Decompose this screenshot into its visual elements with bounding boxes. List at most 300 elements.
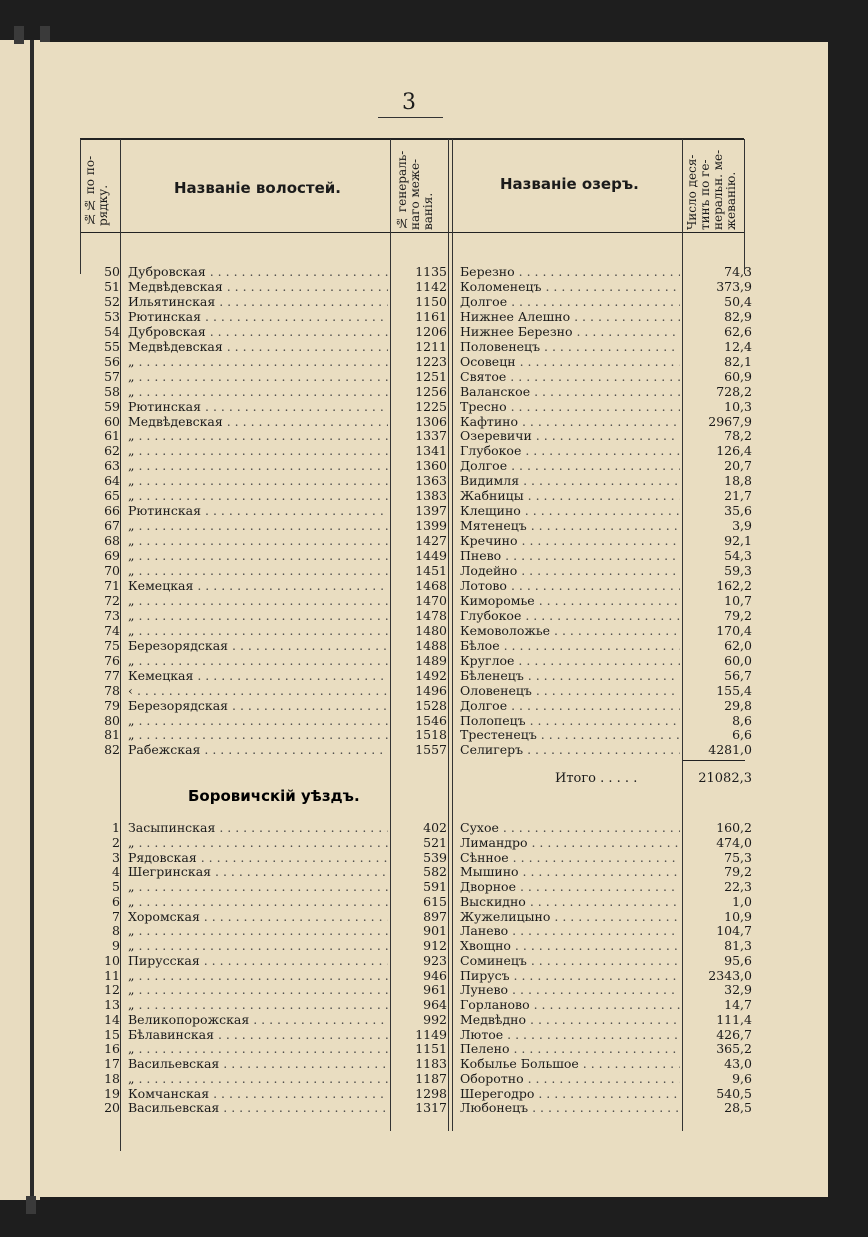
table-row bbox=[40, 742, 828, 757]
lake-name: Бѣленецъ . . . bbox=[460, 668, 680, 683]
lake-name: Трестенецъ . . . bbox=[460, 727, 680, 742]
table-row bbox=[40, 997, 828, 1012]
lake-name: Лютое . . . bbox=[460, 1027, 680, 1042]
lake-name: Кречино . . . bbox=[460, 533, 680, 548]
survey-number: 1383 bbox=[415, 488, 447, 504]
table-row bbox=[40, 428, 828, 443]
lake-name: Выскидно . . . bbox=[460, 894, 680, 909]
volost-name: „ . . . bbox=[128, 428, 388, 443]
area-value: 373,9 bbox=[716, 278, 752, 294]
lake-name: Тресно . . . bbox=[460, 399, 680, 414]
table-row bbox=[40, 473, 828, 488]
area-value: 14,7 bbox=[724, 997, 752, 1012]
row-number: 61 bbox=[104, 428, 120, 444]
row-number: 3 bbox=[112, 849, 120, 865]
area-value: 9,6 bbox=[732, 1070, 752, 1086]
volost-name: Засыпинская . . . bbox=[128, 820, 388, 835]
lake-name: Коломенецъ . . . bbox=[460, 279, 680, 294]
survey-number: 1317 bbox=[415, 1100, 447, 1116]
survey-number: 1211 bbox=[415, 338, 447, 354]
table-row bbox=[40, 1056, 828, 1071]
table-row bbox=[40, 309, 828, 324]
volost-name: „ . . . bbox=[128, 713, 388, 728]
row-number: 19 bbox=[104, 1085, 120, 1101]
lake-name: Кемоволожье . . . bbox=[460, 623, 680, 638]
row-number: 69 bbox=[104, 548, 120, 564]
survey-number: 1251 bbox=[415, 368, 447, 384]
table-row bbox=[40, 443, 828, 458]
table-row bbox=[40, 820, 828, 835]
volost-name: Бѣлавинская . . . bbox=[128, 1027, 388, 1042]
row-number: 6 bbox=[112, 893, 120, 909]
table-row bbox=[40, 593, 828, 608]
volost-name: „ . . . bbox=[128, 533, 388, 548]
survey-number: 1183 bbox=[415, 1056, 447, 1071]
row-number: 9 bbox=[112, 938, 120, 953]
volost-name: Ильятинская . . . bbox=[128, 294, 388, 309]
table-row bbox=[40, 653, 828, 668]
lake-name: Долгое . . . bbox=[460, 698, 680, 713]
volost-name: „ . . . bbox=[128, 518, 388, 533]
table-row bbox=[40, 279, 828, 294]
lake-name: Круглое . . . bbox=[460, 653, 680, 668]
survey-number: 1557 bbox=[415, 742, 447, 758]
row-number: 18 bbox=[104, 1070, 120, 1086]
row-number: 2 bbox=[112, 834, 120, 850]
area-value: 95,6 bbox=[724, 952, 752, 968]
table-row bbox=[40, 458, 828, 473]
volost-name: „ . . . bbox=[128, 982, 388, 997]
row-number: 68 bbox=[104, 533, 120, 549]
volost-name: „ . . . bbox=[128, 894, 388, 909]
volost-name: „ . . . bbox=[128, 835, 388, 850]
table-row bbox=[40, 938, 828, 953]
survey-number: 1451 bbox=[415, 563, 447, 578]
survey-number: 1496 bbox=[415, 682, 447, 698]
lake-name: Глубокое . . . bbox=[460, 608, 680, 623]
table-row bbox=[40, 638, 828, 653]
volost-name: Дубровская . . . bbox=[128, 324, 388, 339]
area-value: 426,7 bbox=[716, 1026, 752, 1042]
survey-number: 539 bbox=[423, 849, 447, 865]
lake-name: Сѣнное . . . bbox=[460, 850, 680, 865]
area-value: 8,6 bbox=[732, 712, 752, 728]
row-number: 52 bbox=[104, 293, 120, 309]
survey-number: 1225 bbox=[415, 398, 447, 414]
volost-name: ‹ . . . bbox=[128, 683, 388, 698]
table-row bbox=[40, 1027, 828, 1042]
volost-name: Медвѣдевская . . . bbox=[128, 279, 388, 294]
table-row bbox=[40, 369, 828, 384]
volost-name: Васильевская . . . bbox=[128, 1056, 388, 1071]
volost-name: „ . . . bbox=[128, 879, 388, 894]
volost-name: „ . . . bbox=[128, 369, 388, 384]
lake-name: Осовецн . . . bbox=[460, 354, 680, 369]
table-row bbox=[40, 668, 828, 683]
volost-name: Рютинская . . . bbox=[128, 399, 388, 414]
header-lake: Названіе озеръ. bbox=[500, 175, 639, 193]
area-value: 75,3 bbox=[724, 849, 752, 865]
lake-name: Глубокое . . . bbox=[460, 443, 680, 458]
survey-number: 1488 bbox=[415, 637, 447, 653]
survey-number: 1187 bbox=[415, 1070, 447, 1086]
survey-number: 615 bbox=[423, 893, 447, 909]
table-row bbox=[40, 850, 828, 865]
lake-name: Дворное . . . bbox=[460, 879, 680, 894]
lake-name: Пнево . . . bbox=[460, 548, 680, 563]
row-number: 53 bbox=[104, 308, 120, 324]
row-number: 56 bbox=[104, 353, 120, 369]
survey-number: 1492 bbox=[415, 667, 447, 683]
survey-number: 1489 bbox=[415, 652, 447, 668]
lake-name: Бѣлое . . . bbox=[460, 638, 680, 653]
lake-name: Долгое . . . bbox=[460, 294, 680, 309]
table-row bbox=[40, 623, 828, 638]
lake-name: Медвѣдно . . . bbox=[460, 1012, 680, 1027]
survey-number: 1341 bbox=[415, 443, 447, 459]
table-row bbox=[40, 264, 828, 279]
survey-number: 1149 bbox=[415, 1026, 447, 1042]
lake-name: Жабницы . . . bbox=[460, 488, 680, 503]
row-number: 16 bbox=[104, 1041, 120, 1057]
area-value: 54,3 bbox=[724, 548, 752, 564]
area-value: 50,4 bbox=[724, 293, 752, 309]
lake-name: Кобылье Большое . . . bbox=[460, 1056, 680, 1071]
table-row bbox=[40, 683, 828, 698]
table-row bbox=[40, 953, 828, 968]
volost-name: „ . . . bbox=[128, 653, 388, 668]
lake-name: Киморомье . . . bbox=[460, 593, 680, 608]
lake-name: Пирусъ . . . bbox=[460, 968, 680, 983]
lake-name: Клещино . . . bbox=[460, 503, 680, 518]
row-number: 8 bbox=[112, 923, 120, 939]
area-value: 79,2 bbox=[724, 864, 752, 880]
row-number: 17 bbox=[104, 1056, 120, 1071]
lake-name: Хвощно . . . bbox=[460, 938, 680, 953]
table-row bbox=[40, 503, 828, 518]
row-number: 78 bbox=[104, 682, 120, 698]
header-volost: Названіе волостей. bbox=[174, 179, 341, 197]
volost-name: Дубровская . . . bbox=[128, 264, 388, 279]
row-number: 67 bbox=[104, 518, 120, 534]
row-number: 57 bbox=[104, 368, 120, 384]
area-value: 21,7 bbox=[724, 488, 752, 504]
volost-name: „ . . . bbox=[128, 563, 388, 578]
area-value: 82,1 bbox=[724, 353, 752, 369]
area-value: 60,0 bbox=[724, 652, 752, 668]
survey-number: 964 bbox=[423, 997, 447, 1012]
table-row bbox=[40, 968, 828, 983]
area-value: 81,3 bbox=[724, 938, 752, 953]
lake-name: Оловенецъ . . . bbox=[460, 683, 680, 698]
area-value: 60,9 bbox=[724, 368, 752, 384]
area-value: 170,4 bbox=[716, 622, 752, 638]
row-number: 82 bbox=[104, 742, 120, 758]
survey-number: 1150 bbox=[415, 293, 447, 309]
lake-name: Жужелицыно . . . bbox=[460, 909, 680, 924]
row-number: 79 bbox=[104, 697, 120, 713]
area-value: 155,4 bbox=[716, 682, 752, 698]
volost-name: „ . . . bbox=[128, 458, 388, 473]
lake-name: Оборотно . . . bbox=[460, 1071, 680, 1086]
area-value: 32,9 bbox=[724, 982, 752, 998]
row-number: 1 bbox=[112, 820, 120, 835]
table-row bbox=[40, 713, 828, 728]
row-number: 11 bbox=[104, 967, 120, 983]
volost-name: „ . . . bbox=[128, 354, 388, 369]
row-number: 5 bbox=[112, 879, 120, 894]
area-value: 10,7 bbox=[724, 592, 752, 608]
volost-name: Медвѣдевская . . . bbox=[128, 414, 388, 429]
survey-number: 1546 bbox=[415, 712, 447, 728]
lake-name: Видимля . . . bbox=[460, 473, 680, 488]
area-value: 6,6 bbox=[732, 727, 752, 743]
row-number: 77 bbox=[104, 667, 120, 683]
facing-page-edge bbox=[0, 40, 40, 1200]
row-number: 7 bbox=[112, 908, 120, 924]
volost-name: Великопорожская . . . bbox=[128, 1012, 388, 1027]
survey-number: 961 bbox=[423, 982, 447, 998]
volost-name: Хоромская . . . bbox=[128, 909, 388, 924]
table-row bbox=[40, 835, 828, 850]
volost-name: „ . . . bbox=[128, 938, 388, 953]
lake-name: Мышино . . . bbox=[460, 864, 680, 879]
row-number: 73 bbox=[104, 607, 120, 623]
volost-name: Комчанская . . . bbox=[128, 1086, 388, 1101]
area-value: 56,7 bbox=[724, 667, 752, 683]
total-label: Итого . . . . . bbox=[555, 771, 638, 786]
area-value: 29,8 bbox=[724, 697, 752, 713]
lake-name: Озеревичи . . . bbox=[460, 428, 680, 443]
lake-name: Кафтино . . . bbox=[460, 414, 680, 429]
volost-name: „ . . . bbox=[128, 968, 388, 983]
lake-name: Святое . . . bbox=[460, 369, 680, 384]
row-number: 4 bbox=[112, 864, 120, 880]
area-value: 10,3 bbox=[724, 398, 752, 414]
table-row bbox=[40, 1041, 828, 1056]
volost-name: „ . . . bbox=[128, 593, 388, 608]
survey-number: 582 bbox=[423, 864, 447, 880]
volost-name: Рютинская . . . bbox=[128, 309, 388, 324]
area-value: 43,0 bbox=[724, 1056, 752, 1071]
volost-name: „ . . . bbox=[128, 608, 388, 623]
row-number: 62 bbox=[104, 443, 120, 459]
row-number: 15 bbox=[104, 1026, 120, 1042]
area-value: 2967,9 bbox=[708, 413, 752, 429]
area-value: 126,4 bbox=[716, 443, 752, 459]
header-area: Число деся-тинъ по ге-неральн. ме-жеванію. bbox=[685, 149, 738, 230]
area-value: 540,5 bbox=[716, 1085, 752, 1101]
survey-number: 1427 bbox=[415, 533, 447, 549]
row-number: 72 bbox=[104, 592, 120, 608]
survey-number: 1478 bbox=[415, 607, 447, 623]
area-value: 1,0 bbox=[732, 893, 752, 909]
volost-name: Березорядская . . . bbox=[128, 698, 388, 713]
survey-number: 1142 bbox=[415, 278, 447, 294]
row-number: 58 bbox=[104, 383, 120, 399]
volost-name: „ . . . bbox=[128, 548, 388, 563]
volost-name: Пирусская . . . bbox=[128, 953, 388, 968]
volost-name: „ . . . bbox=[128, 443, 388, 458]
binding-clip bbox=[26, 1196, 36, 1214]
lake-name: Горланово . . . bbox=[460, 997, 680, 1012]
survey-number: 1468 bbox=[415, 577, 447, 593]
survey-number: 1397 bbox=[415, 503, 447, 519]
table-row bbox=[40, 578, 828, 593]
table-row bbox=[40, 1100, 828, 1115]
row-number: 50 bbox=[104, 264, 120, 279]
table-row bbox=[40, 1012, 828, 1027]
table-row bbox=[40, 894, 828, 909]
survey-number: 912 bbox=[423, 938, 447, 953]
volost-name: „ . . . bbox=[128, 384, 388, 399]
lake-name: Соминецъ . . . bbox=[460, 953, 680, 968]
area-value: 92,1 bbox=[724, 533, 752, 549]
lake-name: Сухое . . . bbox=[460, 820, 680, 835]
area-value: 18,8 bbox=[724, 473, 752, 489]
area-value: 79,2 bbox=[724, 607, 752, 623]
survey-number: 591 bbox=[423, 879, 447, 894]
table-row bbox=[40, 533, 828, 548]
binding-clip bbox=[14, 26, 24, 44]
lake-name: Любонецъ . . . bbox=[460, 1100, 680, 1115]
area-value: 62,0 bbox=[724, 637, 752, 653]
table-row bbox=[40, 727, 828, 742]
lake-name: Лунево . . . bbox=[460, 982, 680, 997]
table-row bbox=[40, 982, 828, 997]
survey-number: 901 bbox=[423, 923, 447, 939]
volost-name: „ . . . bbox=[128, 923, 388, 938]
lake-name: Шерегодро . . . bbox=[460, 1086, 680, 1101]
volost-name: „ . . . bbox=[128, 488, 388, 503]
row-number: 65 bbox=[104, 488, 120, 504]
table-row bbox=[40, 1071, 828, 1086]
survey-number: 1449 bbox=[415, 548, 447, 564]
survey-number: 1480 bbox=[415, 622, 447, 638]
lake-name: Лимандро . . . bbox=[460, 835, 680, 850]
table-row bbox=[40, 879, 828, 894]
lake-name: Нижнее Березно . . . bbox=[460, 324, 680, 339]
table-row bbox=[40, 324, 828, 339]
volost-name: Шегринская . . . bbox=[128, 864, 388, 879]
volost-name: „ . . . bbox=[128, 1041, 388, 1056]
area-value: 162,2 bbox=[716, 577, 752, 593]
table-row bbox=[40, 923, 828, 938]
area-value: 10,9 bbox=[724, 908, 752, 924]
table-row bbox=[40, 414, 828, 429]
volost-name: „ . . . bbox=[128, 727, 388, 742]
lake-name: Лотово . . . bbox=[460, 578, 680, 593]
lake-name: Пелено . . . bbox=[460, 1041, 680, 1056]
lake-name: Ланево . . . bbox=[460, 923, 680, 938]
table-row bbox=[40, 294, 828, 309]
survey-number: 1528 bbox=[415, 697, 447, 713]
survey-number: 1337 bbox=[415, 428, 447, 444]
area-value: 59,3 bbox=[724, 563, 752, 578]
row-number: 20 bbox=[104, 1100, 120, 1116]
area-value: 28,5 bbox=[724, 1100, 752, 1116]
volost-name: Кемецкая . . . bbox=[128, 668, 388, 683]
row-number: 70 bbox=[104, 563, 120, 578]
table-row bbox=[40, 1086, 828, 1101]
area-value: 365,2 bbox=[716, 1041, 752, 1057]
volost-name: „ . . . bbox=[128, 997, 388, 1012]
area-value: 3,9 bbox=[732, 518, 752, 534]
row-number: 10 bbox=[104, 952, 120, 968]
row-number: 13 bbox=[104, 997, 120, 1012]
area-value: 728,2 bbox=[716, 383, 752, 399]
area-value: 12,4 bbox=[724, 338, 752, 354]
volost-name: Медвѣдевская . . . bbox=[128, 339, 388, 354]
survey-number: 1223 bbox=[415, 353, 447, 369]
area-value: 4281,0 bbox=[708, 742, 752, 758]
survey-number: 992 bbox=[423, 1011, 447, 1027]
lake-name: Долгое . . . bbox=[460, 458, 680, 473]
survey-number: 1363 bbox=[415, 473, 447, 489]
lake-name: Нижнее Алешно . . . bbox=[460, 309, 680, 324]
area-value: 2343,0 bbox=[708, 967, 752, 983]
survey-number: 1161 bbox=[415, 308, 447, 324]
survey-number: 923 bbox=[423, 952, 447, 968]
header-number: №№ по по-рядку. bbox=[83, 155, 110, 226]
page-number: 3 bbox=[402, 90, 416, 115]
volost-name: Васильевская . . . bbox=[128, 1100, 388, 1115]
table-row bbox=[40, 354, 828, 369]
survey-number: 1470 bbox=[415, 592, 447, 608]
table-row bbox=[40, 518, 828, 533]
table-row bbox=[40, 909, 828, 924]
lake-name: Половенецъ . . . bbox=[460, 339, 680, 354]
table-row bbox=[40, 399, 828, 414]
table-row bbox=[40, 698, 828, 713]
table-top-rule bbox=[80, 138, 744, 140]
table-row bbox=[40, 339, 828, 354]
volost-name: Рядовская . . . bbox=[128, 850, 388, 865]
area-value: 78,2 bbox=[724, 428, 752, 444]
area-value: 82,9 bbox=[724, 308, 752, 324]
row-number: 76 bbox=[104, 652, 120, 668]
area-value: 111,4 bbox=[716, 1011, 752, 1027]
row-number: 71 bbox=[104, 577, 120, 593]
section-title: Боровичскій уѣздъ. bbox=[188, 787, 360, 805]
volost-name: Кемецкая . . . bbox=[128, 578, 388, 593]
row-number: 55 bbox=[104, 338, 120, 354]
survey-number: 1256 bbox=[415, 383, 447, 399]
total-value: 21082,3 bbox=[698, 771, 752, 786]
survey-number: 1135 bbox=[415, 264, 447, 279]
area-value: 62,6 bbox=[724, 323, 752, 339]
survey-number: 1298 bbox=[415, 1085, 447, 1101]
volost-name: „ . . . bbox=[128, 473, 388, 488]
survey-number: 946 bbox=[423, 967, 447, 983]
lake-name: Селигеръ . . . bbox=[460, 742, 680, 757]
row-number: 64 bbox=[104, 473, 120, 489]
lake-name: Валанское . . . bbox=[460, 384, 680, 399]
area-value: 474,0 bbox=[716, 834, 752, 850]
row-number: 51 bbox=[104, 278, 120, 294]
volost-name: Рютинская . . . bbox=[128, 503, 388, 518]
row-number: 80 bbox=[104, 712, 120, 728]
table-row bbox=[40, 608, 828, 623]
survey-number: 1306 bbox=[415, 413, 447, 429]
volost-name: Рабежская . . . bbox=[128, 742, 388, 757]
lake-name: Лодейно . . . bbox=[460, 563, 680, 578]
row-number: 63 bbox=[104, 458, 120, 474]
document-page bbox=[40, 42, 828, 1197]
area-value: 160,2 bbox=[716, 820, 752, 835]
lake-name: Полопецъ . . . bbox=[460, 713, 680, 728]
row-number: 60 bbox=[104, 413, 120, 429]
